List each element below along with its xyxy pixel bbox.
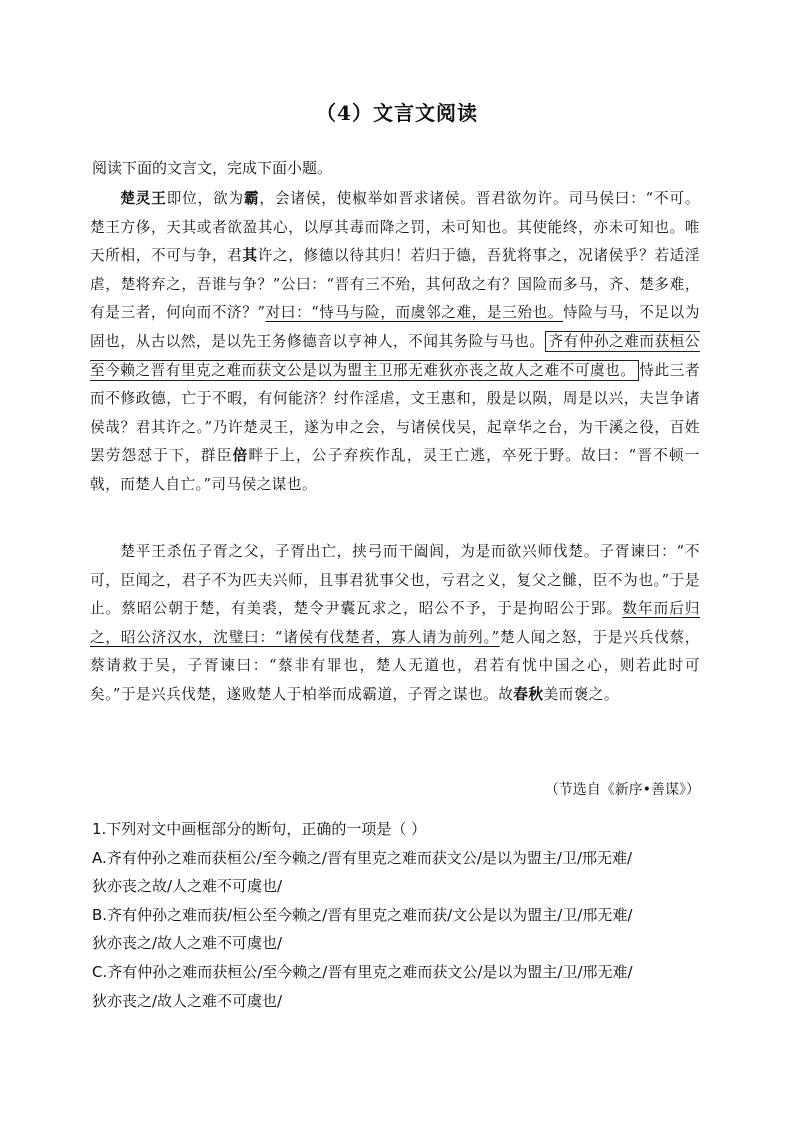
passage-text: 许之，修德以待其归！若归于德，吾犹将事之，况诸侯乎？若适淫虐，楚将弃之，吾谁与争？”公曰：“晋有三不殆，其何敌之有？国险而多马，齐、楚多难，有是三者，何向而不济？” (90, 247, 700, 322)
passage-text: 楚平王杀伍子胥之父，子胥出亡，挟弓而干阖闾，为是而欲兴师伐楚。子胥谏曰：“不可，臣闻之，君子不为匹夫兴师，且事君犹事父也，亏君之义，复父之雠，臣不为也。”于是止。蔡昭公朝于楚，有美裘，楚令尹囊瓦求之，昭公不予，于是拘昭公于郢。 (90, 543, 700, 618)
boxed-passage: 齐有仲孙之难而获桓公至今赖之晋有里克之难而获文公是以为盟主卫邢无难狄亦丧之故人之难不可虞也。 (90, 332, 700, 379)
option-a-line2: 狄亦丧之故/人之难不可虞也/ (92, 877, 283, 896)
passage-text: ，会诸侯，使椒举如晋求诸侯。晋君欲勿许。司马侯曰：“不可。楚王方侈，天其或者欲盈其心，以厚其毒而降之罚，未可知也。其使能终，亦未可知也。唯天所相，不可与争，君 (90, 190, 700, 265)
option-b-line1: B.齐有仲孙之难而获/桓公至今赖之/晋有里克之难而获/文公是以为盟主/卫/邢无难/ (92, 905, 633, 924)
instruction-text: 阅读下面的文言文，完成下面小题。 (92, 159, 333, 177)
passage-text: 恃此三者而不修政德，亡于不暇，有何能济？纣作淫虐，文王惠和，殷是以陨，周是以兴，夫岂争诸侯哉？君其许之。”乃许楚灵王，遂为申之会，与诸侯伐吴，起章华之台，为干溪之役，百姓罢劳怨怼于下，群臣 (90, 361, 700, 465)
underlined-sentence: 对曰：“恃马与险，而虞邻之难，是三殆也。 (265, 304, 564, 322)
bold-term: 春秋 (513, 685, 544, 703)
option-a-line1: A.齐有仲孙之难而获桓公/至今赖之/晋有里克之难而获文公/是以为盟主/卫/邢无难/ (92, 848, 633, 867)
bold-term: 其 (242, 247, 258, 265)
question-stem: 1.下列对文中画框部分的断句，正确的一项是（ ） (92, 820, 427, 838)
passage-text: 美而褒之。 (543, 685, 619, 703)
bold-term: 楚灵王 (120, 190, 167, 207)
option-b-line2: 狄亦丧之/故人之难不可虞也/ (92, 934, 283, 953)
passage-paragraph-1 (90, 185, 700, 500)
passage-text: 即位，欲为 (166, 190, 244, 207)
option-c-line2: 狄亦丧之/故人之难不可虞也/ (92, 991, 283, 1010)
source-citation: （节选自《新序•善谋》） (544, 782, 700, 798)
passage-text: 楚人闻之怒，于是兴兵伐蔡，蔡请救于吴，子胥谏曰：“蔡非有罪也，楚人无道也，君若有忧中国之心，则若此时可矣。”于是兴兵伐楚，遂败楚人于柏举而成霸道，子胥之谋也。故 (90, 628, 700, 703)
page-title: （4）文言文阅读 (316, 101, 478, 125)
bold-term: 倍 (232, 447, 249, 465)
passage-text: 畔于上，公子弃疾作乱，灵王亡逃，卒死于野。故曰：“晋不顿一戟，而楚人自亡。”司马侯之谋也。 (90, 447, 700, 493)
question-block (92, 815, 704, 1015)
option-c-line1: C.齐有仲孙之难而获桓公/至今赖之/晋有里克之难而获文公/是以为盟主/卫/邢无难/ (92, 962, 633, 981)
bold-term: 霸 (243, 190, 260, 207)
passage-text: 恃险与马，不足以为固也，从古以然，是以先王务修德音以亨神人，不闻其务险与马也。 (90, 304, 700, 350)
underlined-sentence: 数年而后归之，昭公济汉水，沈璧曰：“诸侯有伐楚者，寡人请为前列。” (90, 600, 700, 646)
passage-paragraph-2 (90, 538, 700, 710)
